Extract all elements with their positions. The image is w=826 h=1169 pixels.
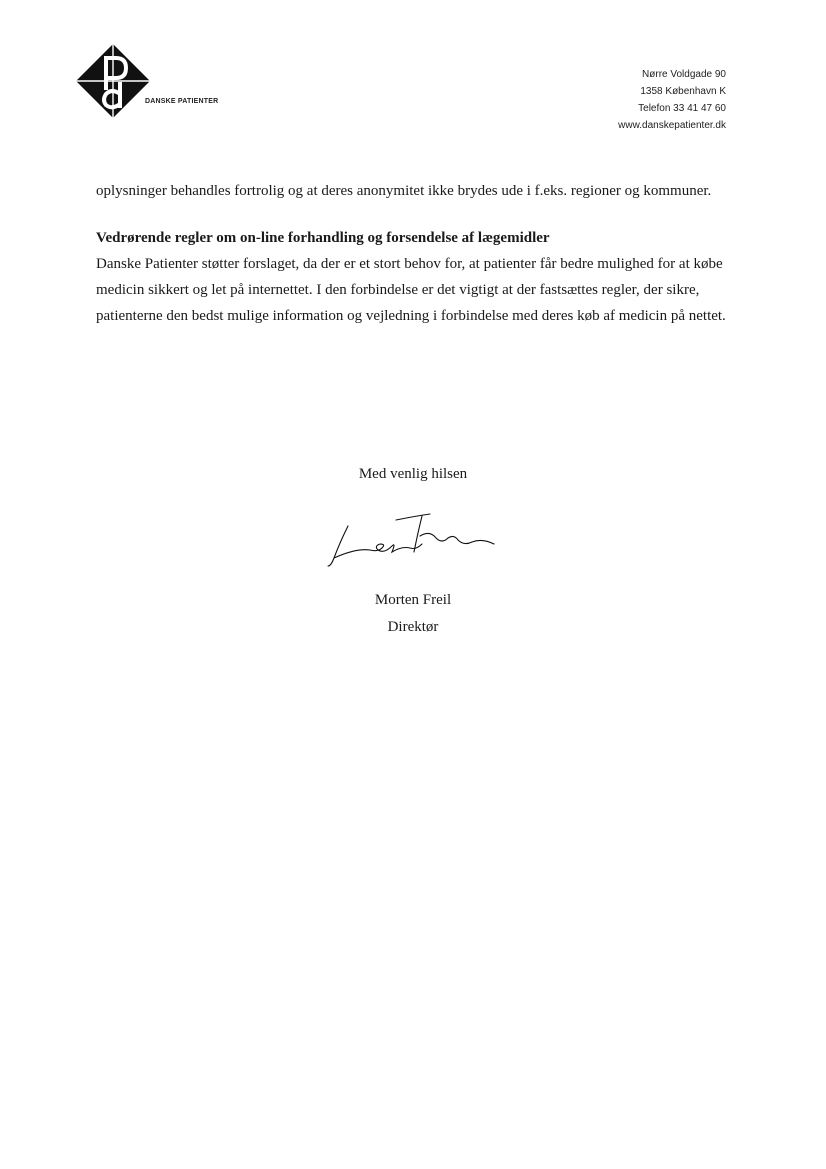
address-city: 1358 København K [640, 86, 726, 97]
address-street: Nørre Voldgade 90 [642, 69, 726, 80]
logo-org-name: DANSKE PATIENTER [145, 98, 219, 105]
continued-paragraph: oplysninger behandles fortrolig og at deres anonymitet ikke brydes ude i f.eks. regioner og kommuner. [96, 183, 712, 199]
closing-greeting: Med venlig hilsen [358, 466, 468, 482]
logo-diamond-icon [76, 44, 226, 124]
letter-body [96, 178, 736, 329]
address-website: www.danskepatienter.dk [618, 120, 726, 131]
signatory-name: Morten Freil [374, 592, 452, 608]
address-phone: Telefon 33 41 47 60 [638, 103, 726, 114]
section-paragraph: Danske Patienter støtter forslaget, da der er et stort behov for, at patienter får bedre mulighed for at købe medicin sikkert og let på internettet. I den forbindelse er det vigtigt at der fastsættes regler, der sikre, patienterne den bedst mulige information og vejledning i forbindelse med deres køb af medicin på nettet. [96, 256, 726, 324]
handwritten-signature [326, 508, 501, 568]
danske-patienter-logo [76, 44, 226, 124]
section-heading: Vedrørende regler om on-line forhandling og forsendelse af lægemidler [96, 230, 550, 246]
signatory-title: Direktør [387, 619, 439, 635]
sender-address [618, 66, 726, 134]
